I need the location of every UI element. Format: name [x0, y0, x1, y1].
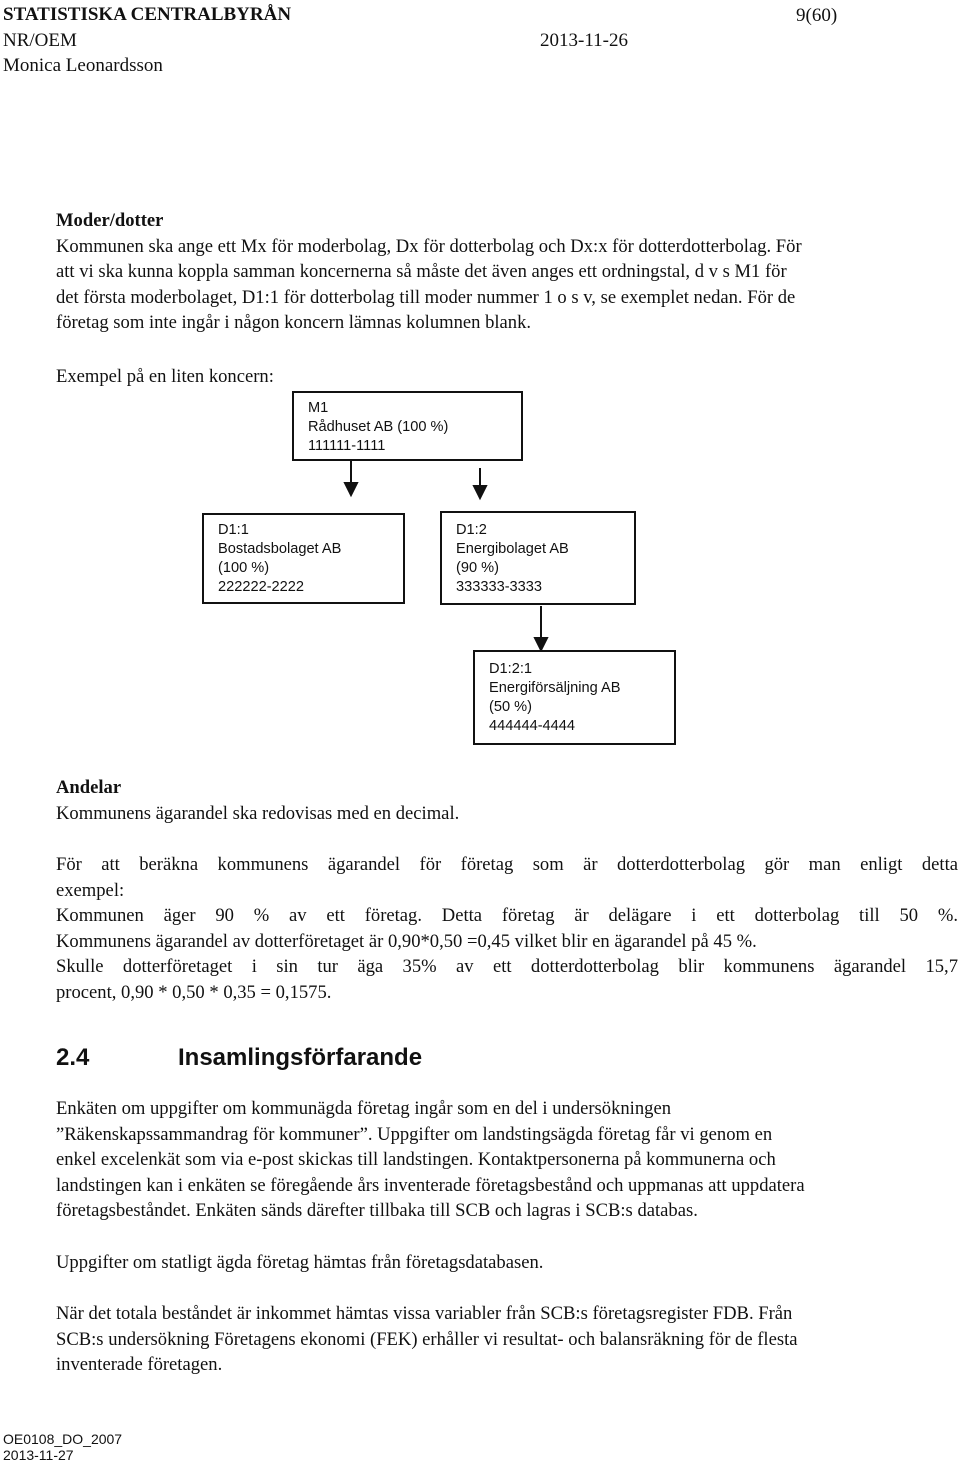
paragraph-line: Kommunens ägarandel ska redovisas med en decimal.	[56, 802, 460, 824]
paragraph-line: Kommunen ska ange ett Mx för moderbolag, Dx för dotterbolag och Dx:x för dotterdotterbolag. För	[56, 235, 802, 257]
arrow-head-icon	[345, 483, 357, 495]
paragraph-line: det första moderbolaget, D1:1 för dotterbolag till moder nummer 1 o s v, se exemplet nedan. För de	[56, 286, 796, 308]
paragraph-line: företagsbeståndet. Enkäten sänds därefter tillbaka till SCB och lagras i SCB:s databas.	[56, 1200, 698, 1221]
box-line: M1	[308, 400, 329, 416]
page-number: 9(60)	[796, 5, 838, 26]
paragraph-line: att vi ska kunna koppla samman koncernerna så måste det även anges ett ordningstal, d v s M1 för	[56, 261, 787, 282]
box-line: D1:2:1	[489, 661, 532, 677]
paragraph-line: Kommunens ägarandel av dotterföretaget är 0,90*0,50 =0,45 vilket blir en ägarandel på 45 %.	[56, 930, 757, 952]
insamling-paragraph-3	[56, 1301, 958, 1378]
box-line: Bostadsbolaget AB	[218, 541, 342, 557]
box-line: D1:1	[218, 522, 249, 538]
paragraph-line: Kommunen äger 90 % av ett företag. Detta företag är delägare i ett dotterbolag till 50 %.	[56, 905, 958, 926]
footer-date: 2013-11-27	[3, 1447, 74, 1463]
andelar-example-paragraph	[56, 852, 958, 1005]
paragraph-line: inventerade företagen.	[56, 1354, 223, 1375]
box-line: Energiförsäljning AB	[489, 680, 621, 696]
section-heading: Moder/dotter	[56, 210, 164, 231]
header-date: 2013-11-26	[540, 30, 628, 51]
paragraph-line: Enkäten om uppgifter om kommunägda företag ingår som en del i undersökningen	[56, 1098, 671, 1119]
section-andelar	[56, 775, 958, 826]
box-line: 111111-1111	[308, 438, 386, 454]
section-number: 2.4	[56, 1044, 90, 1071]
paragraph-line: enkel excelenkät som via e-post skickas till landstingen. Kontaktpersonerna på kommunerna och	[56, 1149, 776, 1170]
author: Monica Leonardsson	[3, 55, 163, 76]
box-line: Rådhuset AB (100 %)	[308, 419, 449, 435]
paragraph-line: SCB:s undersökning Företagens ekonomi (FEK) erhåller vi resultat- och balansräkning för de flesta	[56, 1328, 798, 1350]
section-title: Insamlingsförfarande	[178, 1044, 423, 1071]
org-box-d121	[473, 650, 676, 745]
arrow-head-icon	[474, 486, 486, 498]
box-line: (90 %)	[456, 560, 499, 576]
box-line: (50 %)	[489, 699, 532, 715]
box-line: 444444-4444	[489, 718, 576, 734]
department: NR/OEM	[3, 30, 77, 51]
org-name: STATISTISKA CENTRALBYRÅN	[3, 4, 292, 25]
org-box-d12	[440, 511, 636, 605]
arrow-head-icon	[535, 638, 547, 650]
paragraph-line: För att beräkna kommunens ägarandel för företag som är dotterdotterbolag gör man enligt detta	[56, 854, 958, 875]
paragraph-line: När det totala beståndet är inkommet hämtas vissa variabler från SCB:s företagsregister FDB. Från	[56, 1303, 793, 1324]
paragraph-line: exempel:	[56, 879, 125, 901]
insamling-paragraph-1	[56, 1096, 958, 1224]
example-label: Exempel på en liten koncern:	[56, 366, 274, 387]
paragraph-line: Skulle dotterföretaget i sin tur äga 35% av ett dotterdotterbolag blir kommunens ägarandel 15,7	[56, 956, 958, 977]
footer-code: OE0108_DO_2007	[3, 1431, 123, 1447]
insamling-paragraph-2: Uppgifter om statligt ägda företag hämtas från företagsdatabasen.	[56, 1252, 544, 1273]
paragraph-line: ”Räkenskapssammandrag för kommuner”. Uppgifter om landstingsägda företag får vi genom en	[56, 1123, 773, 1145]
box-line: 333333-3333	[456, 579, 543, 595]
paragraph-line: landstingen kan i enkäten se föregående års inventerade företagsbestånd och uppmanas att uppdatera	[56, 1174, 805, 1196]
box-line: D1:2	[456, 522, 487, 538]
org-box-d11	[202, 513, 405, 604]
section-heading: Andelar	[56, 777, 122, 798]
box-line: 222222-2222	[218, 579, 305, 595]
box-line: Energibolaget AB	[456, 541, 569, 557]
paragraph-line: företag som inte ingår i någon koncern lämnas kolumnen blank.	[56, 312, 532, 333]
paragraph-line: procent, 0,90 * 0,50 * 0,35 = 0,1575.	[56, 981, 332, 1003]
box-line: (100 %)	[218, 560, 270, 576]
